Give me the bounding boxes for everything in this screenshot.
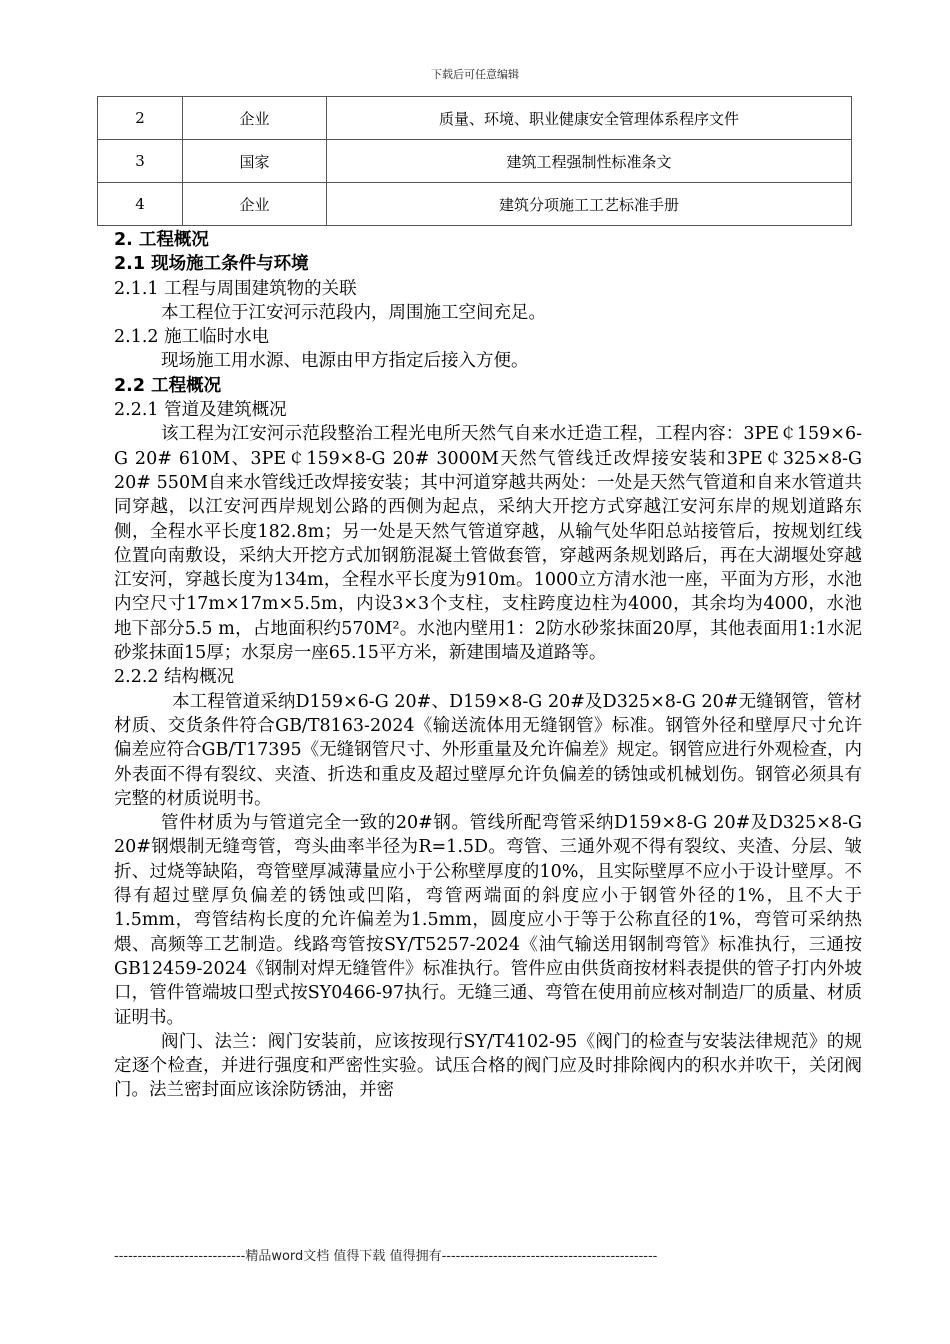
body-paragraph: 现场施工用水源、电源由甲方指定后接入方便。 — [161, 351, 529, 372]
row-number-cell: 3 — [98, 140, 183, 183]
section-heading: 2.2 工程概况 — [114, 375, 222, 396]
body-paragraph: 阀门、法兰：阀门安装前，应该按现行SY/T4102-95《阀门的检查与安装法律规范》的规定逐个检查，并进行强度和严密性实验。试压合格的阀门应及时排除阀内的积水并吹干，关闭阀门。法兰密封面应该涂防锈油，并密 — [114, 1031, 862, 1101]
row-level-cell: 企业 — [183, 183, 327, 226]
subsection-heading: 2.1.1 工程与周围建筑物的关联 — [114, 278, 357, 299]
reference-table — [97, 96, 852, 226]
section-heading: 2.1 现场施工条件与环境 — [114, 254, 309, 275]
row-number-cell: 4 — [98, 183, 183, 226]
table-row — [98, 183, 852, 226]
row-level-cell: 企业 — [183, 97, 327, 140]
subsection-heading: 2.1.2 施工临时水电 — [114, 327, 270, 348]
row-number-cell: 2 — [98, 97, 183, 140]
subsection-heading: 2.2.1 管道及建筑概况 — [114, 400, 287, 421]
section-heading: 2. 工程概况 — [114, 230, 209, 250]
body-paragraph: 该工程为江安河示范段整治工程光电所天然气自来水迁造工程，工程内容：3PE￠159×6-G 20# 610M、3PE￠159×8-G 20# 3000M天然气管线迁改焊接安装和3PE￠325×8-G 20# 550M自来水管线迁改焊接安装；其中河道穿越共两处：一处是天然气管道和自来水管道共同穿越，以江安河西岸规划公路的西侧为起点，采纳大开挖方式穿越江安河东岸的规划道路东侧，全程水平长度182.8m；另一处是天然气管道穿越，从输气处华阳总站接管后，按规划红线位置向南敷设，采纳大开挖方式加钢筋混凝土管做套管，穿越两条规划路后，再在大湖堰处穿越江安河，穿越长度为134m，全程水平长度为910m。1000立方清水池一座，平面为方形，水池内空尺寸17m×17m×5.5m，内设3×3个支柱，支柱跨度边柱为4000，其余均为4000，水池地下部分5.5 m，占地面积约570M²。水池内壁用1：2防水砂浆抹面20厚，其他表面用1:1水泥砂浆抹面15厚；水泵房一座65.15平方米，新建围墙及道路等。 — [114, 424, 862, 664]
body-paragraph: 管件材质为与管道完全一致的20#钢。管线所配弯管采纳D159×8-G 20#及D325×8-G 20#钢煨制无缝弯管，弯头曲率半径为R=1.5D。弯管、三通外观不得有裂纹、夹渣、分层、皱折、过烧等缺陷，弯管壁厚减薄量应小于公称壁厚度的10%，且实际壁厚不应小于设计壁厚。不得有超过壁厚负偏差的锈蚀或凹陷，弯管两端面的斜度应小于钢管外径的1%，且不大于1.5mm，弯管结构长度的允许偏差为1.5mm，圆度应小于等于公称直径的1%，弯管可采纳热煨、高频等工艺制造。线路弯管按SY/T5257-2024《油气输送用钢制弯管》标准执行，三通按GB12459-2024《钢制对焊无缝管件》标准执行。管件应由供货商按材料表提供的管子打内外坡口，管件管端坡口型式按SY0466-97执行。无缝三通、弯管在使用前应核对制造厂的质量、材质证明书。 — [114, 813, 862, 1028]
row-document-cell: 质量、环境、职业健康安全管理体系程序文件 — [327, 97, 852, 140]
row-document-cell: 建筑工程强制性标准条文 — [327, 140, 852, 183]
table-row — [98, 140, 852, 183]
subsection-heading: 2.2.2 结构概况 — [114, 667, 235, 688]
footer-note: ----------------------------精品word文档 值得下载 值得拥有---------------------------------------------- — [114, 1249, 658, 1264]
row-document-cell: 建筑分项施工工艺标准手册 — [327, 183, 852, 226]
body-paragraph: 本工程管道采纳D159×6-G 20#、D159×8-G 20#及D325×8-G 20#无缝钢管，管材材质、交货条件符合GB/T8163-2024《输送流体用无缝钢管》标准。钢管外径和壁厚尺寸允许偏差应符合GB/T17395《无缝钢管尺寸、外形重量及允许偏差》规定。钢管应进行外观检查，内外表面不得有裂纹、夹渣、折迭和重皮及超过壁厚允许负偏差的锈蚀或机械划伤。钢管必须具有完整的材质说明书。 — [114, 691, 862, 809]
table-row — [98, 97, 852, 140]
body-paragraph: 本工程位于江安河示范段内，周围施工空间充足。 — [161, 302, 546, 323]
header-note: 下载后可任意编辑 — [431, 68, 519, 81]
row-level-cell: 国家 — [183, 140, 327, 183]
document-body — [114, 228, 862, 1103]
